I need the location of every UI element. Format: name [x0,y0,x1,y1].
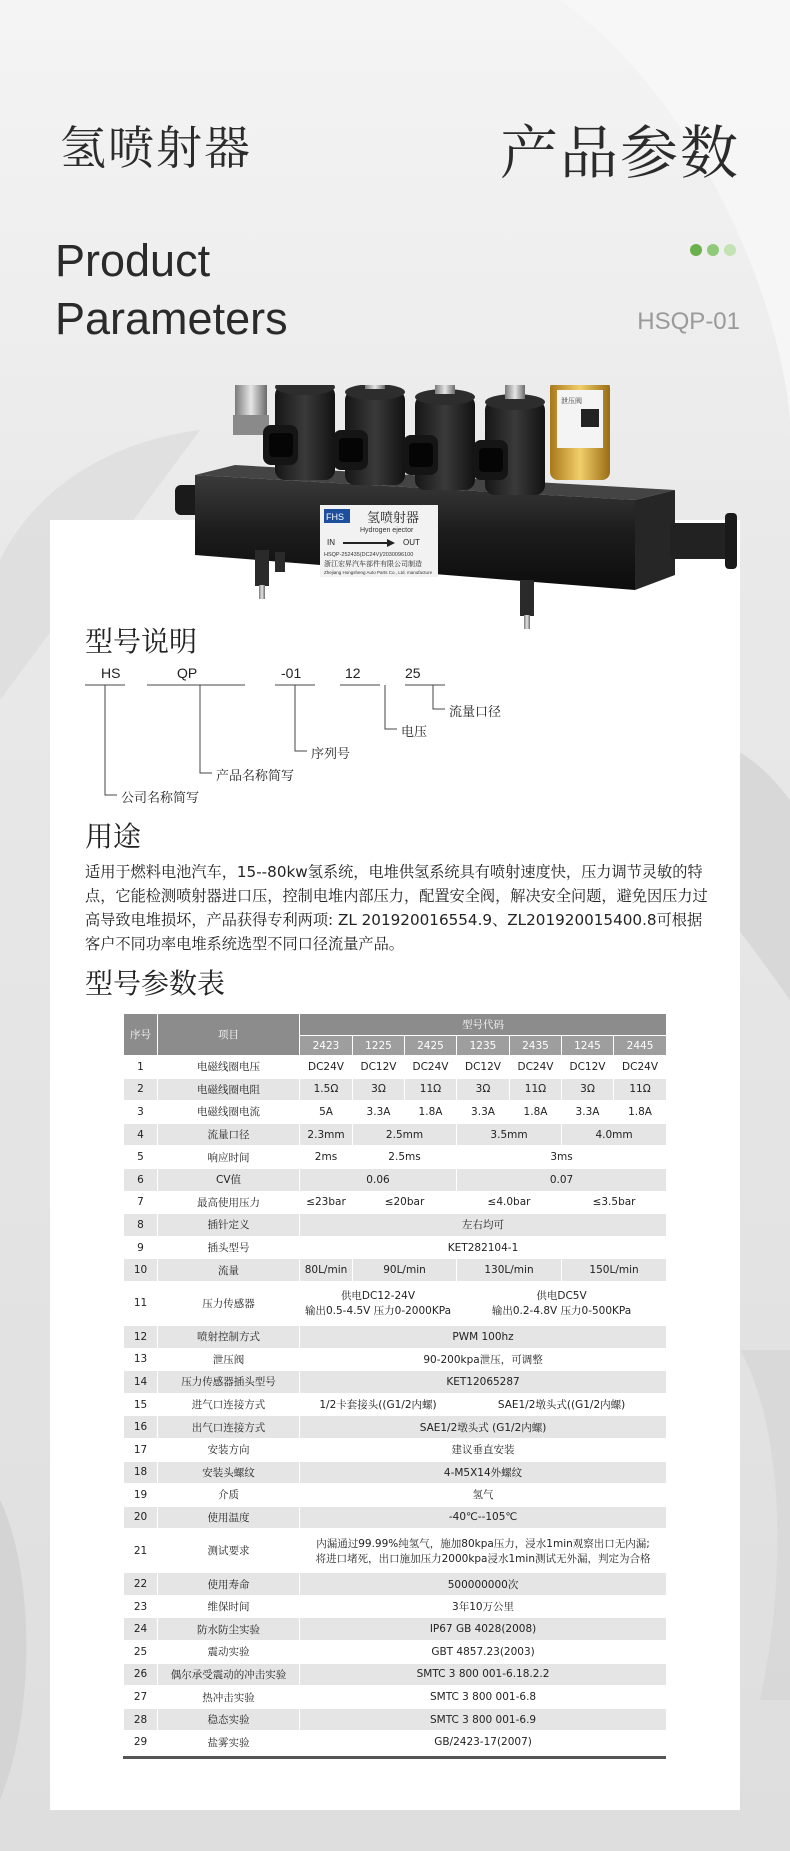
table-row [124,1641,667,1664]
label-maker: 浙江宏昇汽车部件有限公司制造 [324,560,422,568]
label-product-abbr: 产品名称简写 [216,769,295,784]
product-image [175,385,785,675]
table-row [124,1123,667,1146]
row-value: 4.0mm [562,1123,667,1146]
row-index: 25 [124,1641,158,1664]
table-row [124,1281,667,1325]
table-row [124,1056,667,1079]
title-en-line2: Parameters [55,293,288,344]
row-value: IP67 GB 4028(2008) [300,1618,667,1641]
table-row [124,1416,667,1439]
row-index: 15 [124,1393,158,1416]
title-cn-right: 产品参数 [499,119,740,187]
usage-text: 适用于燃料电池汽车，15--80kw氢系统，电堆供氢系统具有喷射速度快，压力调节灵敏的特点，它能检测喷射器进口压，控制电堆内部压力，配置安全阀，解决安全问题，避免因压力过高导致电堆损坏，产品获得专利两项: ZL 201920016554.9、ZL201920015400.8可根据客户不同功率电堆系统选型不同口径流量产品。 [85,863,708,953]
table-row [124,1101,667,1124]
row-value: 左右均可 [300,1214,667,1237]
row-value: 11Ω [405,1078,457,1101]
row-index: 29 [124,1731,158,1754]
col-group-header: 型号代码 [300,1014,667,1036]
dot-1 [690,244,702,256]
row-index: 1 [124,1056,158,1079]
model-diagram [85,665,565,815]
row-item: 电磁线圈电阻 [158,1078,300,1101]
title-en-line1: Product [55,235,211,286]
row-value: 3.3A [353,1101,405,1124]
row-index: 16 [124,1416,158,1439]
row-item: 进气口连接方式 [158,1393,300,1416]
model-header: 2423 [300,1036,353,1056]
spec-table [123,1013,667,1754]
row-item: 测试要求 [158,1529,300,1573]
section-title-spec: 型号参数表 [85,967,226,1000]
row-value: ≤23bar [300,1191,353,1214]
row-value: 3.3A [457,1101,510,1124]
table-row [124,1618,667,1641]
row-value: DC24V [510,1056,562,1079]
table-row [124,1506,667,1529]
code-25: 25 [405,665,421,681]
model-code: HSQP-01 [637,308,740,335]
model-header: 1225 [353,1036,405,1056]
table-row [124,1461,667,1484]
table-row [124,1438,667,1461]
row-value: 0.07 [457,1168,667,1191]
row-index: 11 [124,1281,158,1325]
table-row [124,1214,667,1237]
row-index: 24 [124,1618,158,1641]
row-value: 3.5mm [457,1123,562,1146]
row-item: 喷射控制方式 [158,1325,300,1348]
table-row [124,1236,667,1259]
row-value: 150L/min [562,1259,667,1282]
row-value: 内漏通过99.99%纯氢气，施加80kpa压力，浸水1min观察出口无内漏; 将进口堵死，出口施加压力2000kpa浸水1min测试无外漏，判定为合格 [300,1529,667,1573]
col-item-header: 项目 [158,1014,300,1056]
row-value: SMTC 3 800 001-6.18.2.2 [300,1663,667,1686]
row-value: SAE1/2墩头式((G1/2内螺) [457,1393,667,1416]
row-value: 供电DC5V 输出0.2-4.8V 压力0-500KPa [457,1281,667,1325]
code-hs: HS [101,665,121,681]
row-index: 20 [124,1506,158,1529]
label-name-cn: 氢喷射器 [367,511,420,526]
row-item: 电磁线圈电流 [158,1101,300,1124]
row-value: 3.3A [562,1101,614,1124]
row-value: 3ms [457,1146,667,1169]
table-row [124,1348,667,1371]
row-item: 稳态实验 [158,1708,300,1731]
row-index: 2 [124,1078,158,1101]
row-value: 2.5ms [353,1146,457,1169]
row-value: 供电DC12-24V 输出0.5-4.5V 压力0-2000KPa [300,1281,457,1325]
row-value: -40℃--105℃ [300,1506,667,1529]
row-value: DC12V [457,1056,510,1079]
row-value: 1/2卡套接头((G1/2内螺) [300,1393,457,1416]
table-row [124,1484,667,1507]
row-value: PWM 100hz [300,1325,667,1348]
row-value: ≤4.0bar [457,1191,562,1214]
row-item: 插针定义 [158,1214,300,1237]
label-serial: 序列号 [311,747,351,762]
row-index: 22 [124,1573,158,1596]
label-maker-en: Zhejiang Hongsheng Auto Parts Co., Ltd. manufacture [324,570,433,575]
label-voltage: 电压 [401,725,428,740]
col-index-header: 序号 [124,1014,158,1056]
row-index: 4 [124,1123,158,1146]
code-qp: QP [177,665,198,681]
label-in: IN [327,538,335,547]
row-item: 热冲击实验 [158,1686,300,1709]
row-index: 7 [124,1191,158,1214]
row-value: 1.8A [614,1101,667,1124]
model-header: 2445 [614,1036,667,1056]
row-value: 3Ω [562,1078,614,1101]
row-item: 使用温度 [158,1506,300,1529]
table-row [124,1686,667,1709]
table-row [124,1259,667,1282]
label-code: HSQP-252435(DC24V)/2030096100 [324,552,414,558]
table-row [124,1529,667,1573]
row-index: 8 [124,1214,158,1237]
row-item: 偶尔承受震动的冲击实验 [158,1663,300,1686]
row-item: 维保时间 [158,1595,300,1618]
row-item: 最高使用压力 [158,1191,300,1214]
row-value: KET282104-1 [300,1236,667,1259]
row-value: 2.5mm [353,1123,457,1146]
row-value: SMTC 3 800 001-6.9 [300,1708,667,1731]
row-value: 90L/min [353,1259,457,1282]
row-value: 3Ω [457,1078,510,1101]
row-item: 安装头螺纹 [158,1461,300,1484]
model-header: 1235 [457,1036,510,1056]
row-item: CV值 [158,1168,300,1191]
code-01: -01 [281,665,302,681]
row-item: 压力传感器插头型号 [158,1371,300,1394]
row-item: 出气口连接方式 [158,1416,300,1439]
table-row [124,1325,667,1348]
row-index: 27 [124,1686,158,1709]
label-out: OUT [403,538,420,547]
row-value: GB/2423-17(2007) [300,1731,667,1754]
row-index: 5 [124,1146,158,1169]
row-item: 流量口径 [158,1123,300,1146]
row-value: DC24V [614,1056,667,1079]
table-row [124,1191,667,1214]
row-index: 13 [124,1348,158,1371]
row-index: 17 [124,1438,158,1461]
row-item: 插头型号 [158,1236,300,1259]
row-value: 1.8A [510,1101,562,1124]
row-index: 21 [124,1529,158,1573]
row-index: 6 [124,1168,158,1191]
row-value: 5A [300,1101,353,1124]
label-flow-diameter: 流量口径 [449,705,502,720]
code-12: 12 [345,665,361,681]
row-value: 500000000次 [300,1573,667,1596]
table-row [124,1731,667,1754]
row-value: GBT 4857.23(2003) [300,1641,667,1664]
row-value: 11Ω [614,1078,667,1101]
row-value: DC12V [353,1056,405,1079]
row-value: 90-200kpa泄压，可调整 [300,1348,667,1371]
row-value: SAE1/2墩头式 (G1/2内螺) [300,1416,667,1439]
row-value: 氢气 [300,1484,667,1507]
section-title-usage: 用途 [85,820,142,853]
decorative-dots [690,244,736,256]
table-row [124,1371,667,1394]
row-index: 28 [124,1708,158,1731]
row-item: 泄压阀 [158,1348,300,1371]
spec-table-body [124,1056,667,1754]
section-title-model: 型号说明 [85,625,198,658]
row-index: 10 [124,1259,158,1282]
row-value: DC24V [300,1056,353,1079]
title-en [55,232,288,348]
row-value: 4-M5X14外螺纹 [300,1461,667,1484]
label-name-en: Hydrogen ejector [360,527,414,534]
table-row [124,1168,667,1191]
row-value: 2.3mm [300,1123,353,1146]
table-row [124,1078,667,1101]
row-value: DC24V [405,1056,457,1079]
label-brand: FHS [326,512,344,522]
row-item: 压力传感器 [158,1281,300,1325]
row-item: 电磁线圈电压 [158,1056,300,1079]
row-value: 80L/min [300,1259,353,1282]
row-value: 建议垂直安装 [300,1438,667,1461]
row-index: 3 [124,1101,158,1124]
row-item: 介质 [158,1484,300,1507]
table-bottom-rule [123,1756,666,1759]
row-value: SMTC 3 800 001-6.8 [300,1686,667,1709]
dot-2 [707,244,719,256]
row-value: 3年10万公里 [300,1595,667,1618]
row-item: 响应时间 [158,1146,300,1169]
row-value: KET12065287 [300,1371,667,1394]
row-value: 0.06 [300,1168,457,1191]
table-row [124,1393,667,1416]
row-value: 11Ω [510,1078,562,1101]
row-item: 防水防尘实验 [158,1618,300,1641]
valve-label: 泄压阀 [561,397,582,405]
table-row [124,1595,667,1618]
row-value: ≤20bar [353,1191,457,1214]
row-value: 1.8A [405,1101,457,1124]
row-index: 12 [124,1325,158,1348]
table-row [124,1146,667,1169]
model-header: 2435 [510,1036,562,1056]
row-value: ≤3.5bar [562,1191,667,1214]
row-item: 安装方向 [158,1438,300,1461]
row-item: 使用寿命 [158,1573,300,1596]
dot-3 [724,244,736,256]
row-index: 18 [124,1461,158,1484]
label-company-abbr: 公司名称简写 [121,791,200,806]
table-row [124,1663,667,1686]
row-index: 9 [124,1236,158,1259]
row-item: 盐雾实验 [158,1731,300,1754]
table-row [124,1708,667,1731]
row-value: DC12V [562,1056,614,1079]
model-header: 2425 [405,1036,457,1056]
row-value: 1.5Ω [300,1078,353,1101]
row-item: 流量 [158,1259,300,1282]
row-value: 3Ω [353,1078,405,1101]
model-header: 1245 [562,1036,614,1056]
row-value: 2ms [300,1146,353,1169]
row-value: 130L/min [457,1259,562,1282]
row-index: 26 [124,1663,158,1686]
row-index: 14 [124,1371,158,1394]
row-index: 19 [124,1484,158,1507]
row-index: 23 [124,1595,158,1618]
title-cn-left: 氢喷射器 [60,121,252,175]
row-item: 震动实验 [158,1641,300,1664]
table-row [124,1573,667,1596]
